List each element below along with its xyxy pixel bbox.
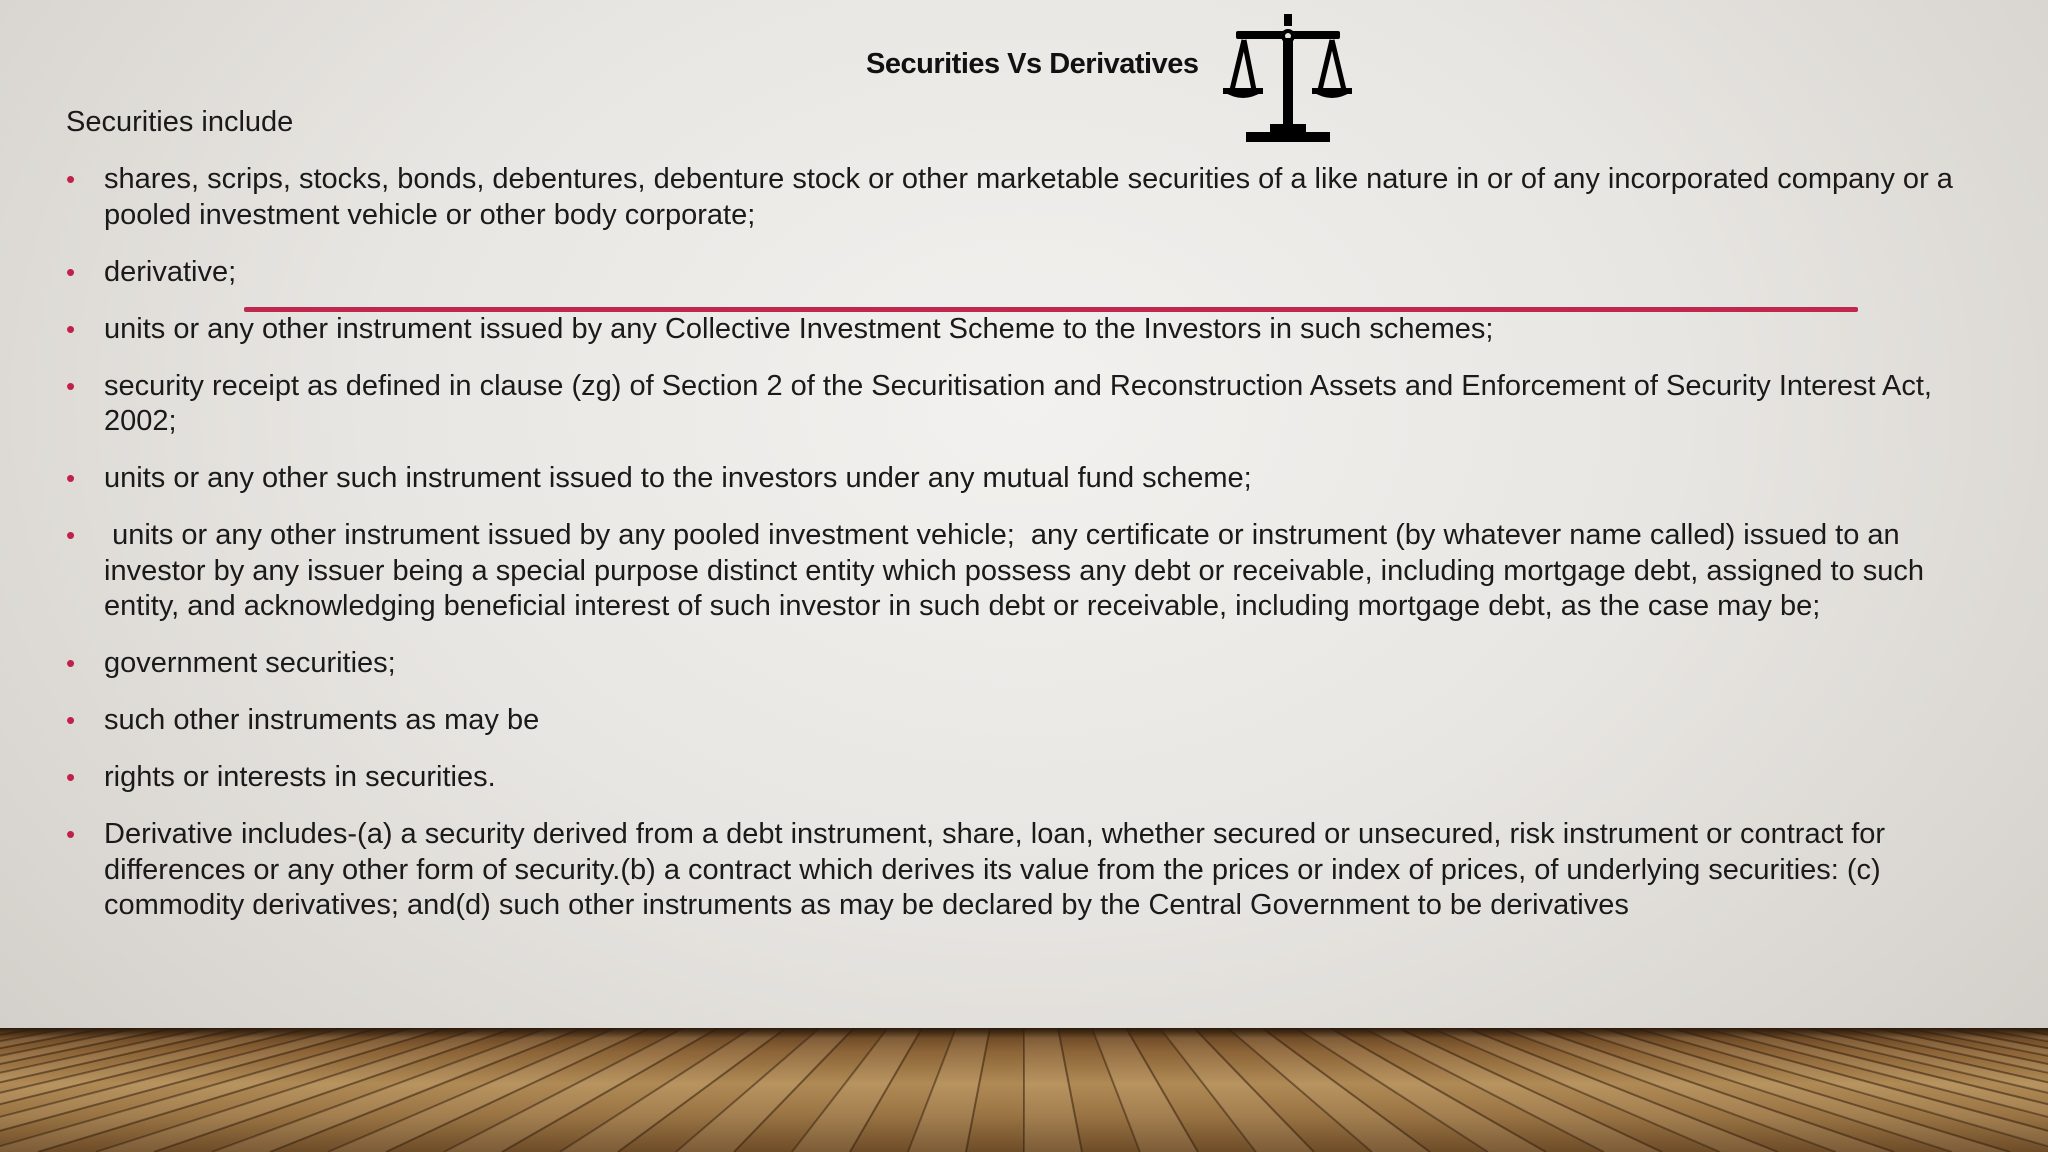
floor-planks [0,1028,2048,1152]
bullet-item [66,255,1982,291]
balance-scale-icon [1220,12,1356,146]
bullet-item [66,312,1982,348]
bullet-text: government securities; [104,647,396,679]
wooden-floor-decoration [0,1028,2048,1152]
bullet-text: security receipt as defined in clause (zg) of Section 2 of the Securitisation and Reconstruction Assets and Enforcement of Security Interest Act, 2002; [104,369,1932,437]
floor-shadow [0,1028,2048,1038]
bullet-item [66,817,1982,924]
bullet-marker: • [66,164,76,194]
bullet-item [66,703,1982,739]
bullet-text: shares, scrips, stocks, bonds, debentures, debenture stock or other marketable securities of a like nature in or of any incorporated company or a pooled investment vehicle or other body corporate; [104,163,1953,231]
bullet-marker: • [66,762,76,792]
slide-title: Securities Vs Derivatives [866,48,1199,80]
bullet-item [66,646,1982,682]
bullet-item [66,760,1982,796]
bullet-marker: • [66,648,76,678]
bullet-list [66,162,1982,945]
bullet-text: units or any other instrument issued by any Collective Investment Scheme to the Investors in such schemes; [104,312,1494,345]
bullet-item [66,518,1982,625]
bullet-marker: • [66,463,76,493]
bullet-text: rights or interests in securities. [104,761,496,793]
bullet-marker: • [66,819,76,849]
plank-highlight [1024,1028,1082,1152]
intro-text: Securities include [66,106,294,138]
bullet-text: units or any other instrument issued by any pooled investment vehicle; any certificate or instrument (by whatever name called) issued to an investor by any issuer being a special purpose distinct entity which possess any debt or receivable, including mortgage debt, assigned to such entity, and acknowledging beneficial interest of such investor in such debt or receivable, including mortgage debt, as the case may be; [104,519,1933,622]
bullet-marker: • [66,256,76,287]
bullet-item [66,162,1982,233]
bullet-marker: • [66,705,76,735]
bullet-item [66,369,1982,440]
bullet-marker: • [66,313,76,344]
bullet-marker: • [66,520,76,550]
bullet-text: derivative; [104,255,237,288]
bullet-item [66,461,1982,497]
bullet-text: Derivative includes-(a) a security derived from a debt instrument, share, loan, whether secured or unsecured, risk instrument or contract for differences or any other form of security.(b) a contract which derives its value from the prices or index of prices, of underlying securities: (c) commodity derivatives; and(d) such other instruments as may be declared by the Central Government to be derivatives [104,818,1886,921]
bullet-text: such other instruments as may be [104,704,540,736]
accent-divider-line [244,307,1858,312]
bullet-marker: • [66,370,76,401]
bullet-text: units or any other such instrument issued to the investors under any mutual fund scheme; [104,462,1252,494]
